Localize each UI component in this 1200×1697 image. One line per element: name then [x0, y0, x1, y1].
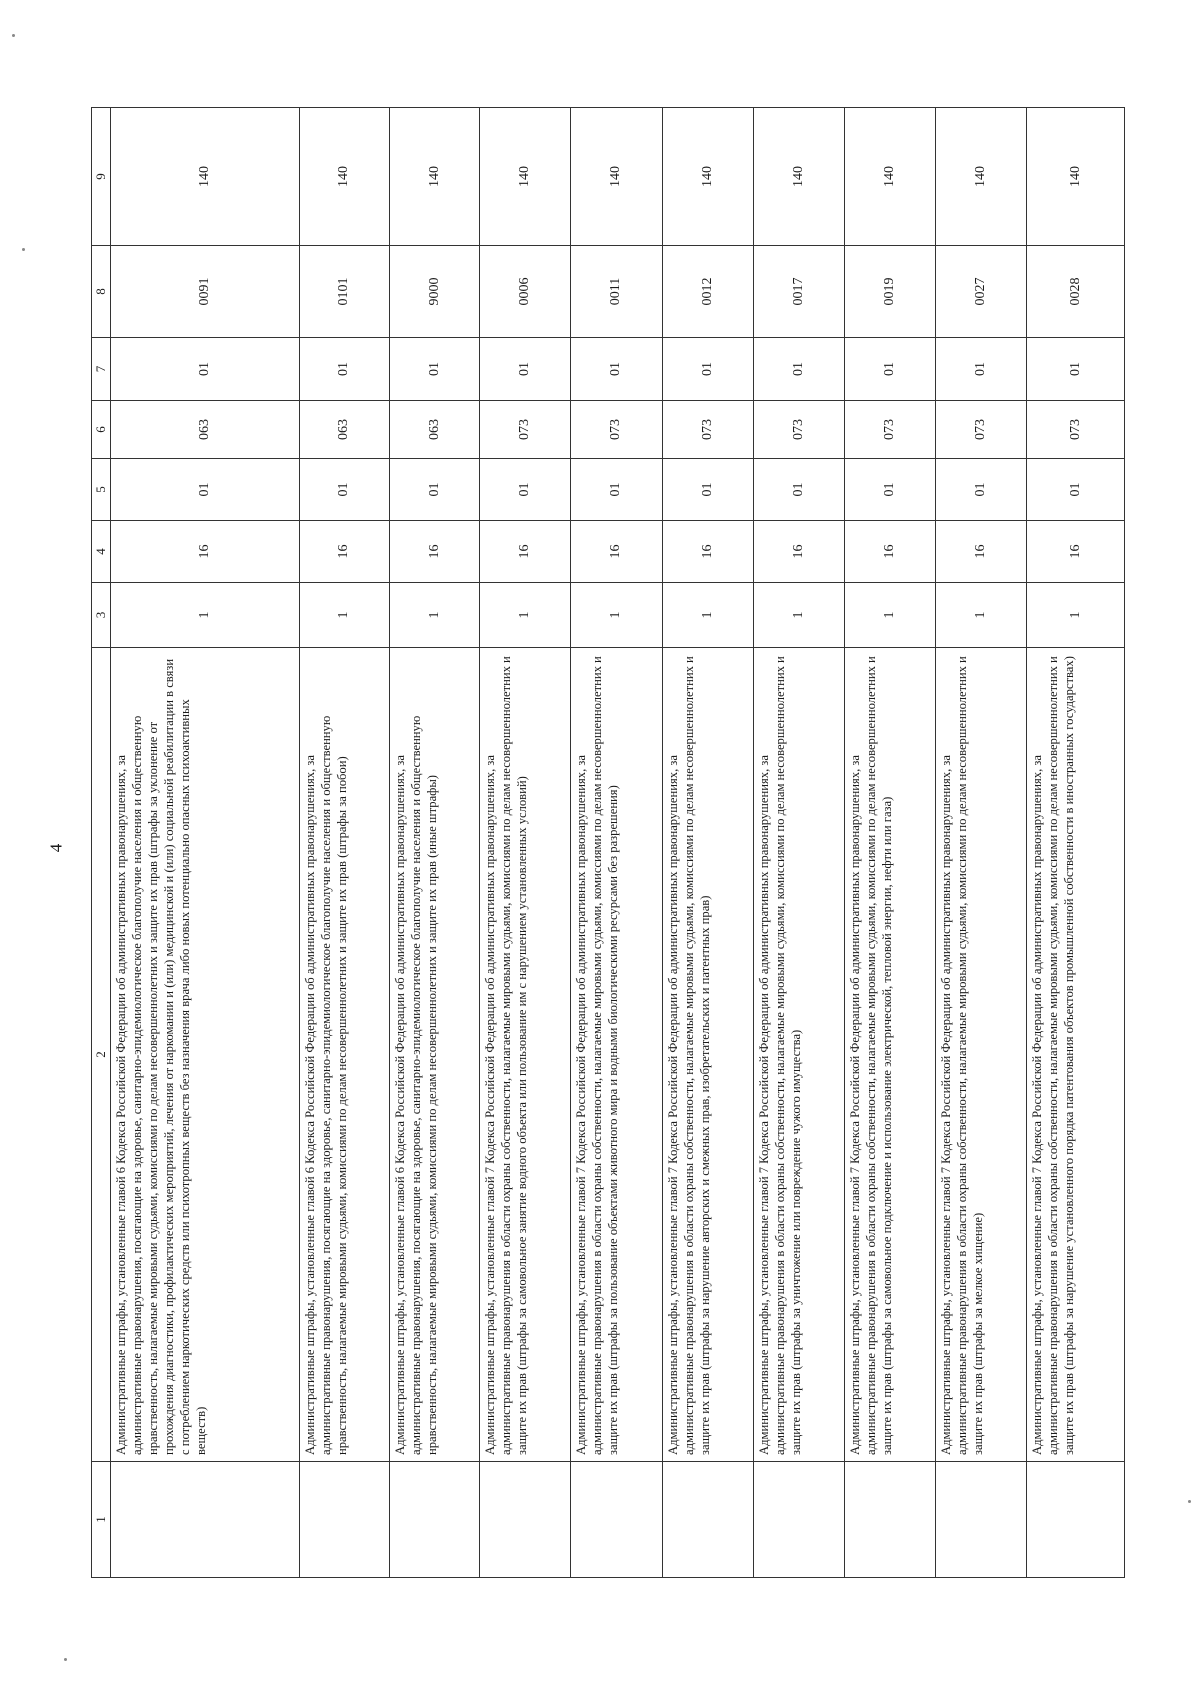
code-cell: 01 — [480, 459, 571, 521]
code-cell: 140 — [299, 108, 389, 246]
code-cell: 01 — [936, 459, 1027, 521]
code-cell: 1 — [299, 583, 389, 648]
code-cell: 01 — [662, 338, 753, 401]
table-row — [844, 108, 935, 1578]
code-cell: 16 — [662, 521, 753, 583]
table-row — [111, 108, 300, 1578]
code-cell: 01 — [662, 459, 753, 521]
code-cell: 1 — [936, 583, 1027, 648]
code-cell: 140 — [571, 108, 662, 246]
page-number: 4 — [46, 843, 66, 853]
code-cell: 140 — [111, 108, 300, 246]
code-cell: 16 — [389, 521, 479, 583]
table-row — [1027, 108, 1125, 1578]
code-cell: 01 — [1027, 459, 1125, 521]
scan-speck — [64, 1658, 67, 1661]
code-cell: 01 — [111, 338, 300, 401]
code-cell: 0017 — [753, 246, 844, 338]
row-blank-cell — [111, 1462, 300, 1578]
code-cell: 01 — [111, 459, 300, 521]
code-cell: 140 — [1027, 108, 1125, 246]
column-number-header: 2 — [92, 648, 111, 1462]
code-cell: 073 — [753, 401, 844, 459]
code-cell: 16 — [844, 521, 935, 583]
table-row — [389, 108, 479, 1578]
code-cell: 01 — [389, 459, 479, 521]
code-cell: 01 — [480, 338, 571, 401]
code-cell: 073 — [571, 401, 662, 459]
code-cell: 0091 — [111, 246, 300, 338]
code-cell: 140 — [480, 108, 571, 246]
code-cell: 1 — [480, 583, 571, 648]
code-cell: 073 — [1027, 401, 1125, 459]
row-blank-cell — [753, 1462, 844, 1578]
table-header-row — [92, 108, 111, 1578]
code-cell: 01 — [1027, 338, 1125, 401]
row-blank-cell — [936, 1462, 1027, 1578]
column-number-header: 1 — [92, 1462, 111, 1578]
column-number-header: 7 — [92, 338, 111, 401]
fine-description: Административные штрафы, установленные главой 6 Кодекса Российской Федерации об административных правонарушениях, за административные правонарушения, посягающие на здоровье, санитарно-эпидемиологическое благополучие населения и общественную нравственность, налагаемые мировыми судьями, комиссиями по делам несовершеннолетних и защите их прав (штрафы за уклонение от прохождения диагностики, профилактических мероприятий, лечения от наркомании и (или) медицинской и (или) социальной реабилитации в связи с потреблением наркотических средств или психотропных веществ без назначения врача либо новых потенциально опасных психоактивных веществ) — [111, 648, 300, 1462]
code-cell: 063 — [111, 401, 300, 459]
code-cell: 9000 — [389, 246, 479, 338]
fine-description: Административные штрафы, установленные главой 7 Кодекса Российской Федерации об административных правонарушениях, за административные правонарушения в области охраны собственности, налагаемые мировыми судьями, комиссиями по делам несовершеннолетних и защите их прав (штрафы за уничтожение или повреждение чужого имущества) — [753, 648, 844, 1462]
code-cell: 0101 — [299, 246, 389, 338]
scan-speck — [22, 248, 25, 251]
code-cell: 063 — [389, 401, 479, 459]
code-cell: 01 — [299, 338, 389, 401]
table-row — [662, 108, 753, 1578]
column-number-header: 4 — [92, 521, 111, 583]
table-row — [571, 108, 662, 1578]
table-row — [480, 108, 571, 1578]
code-cell: 0019 — [844, 246, 935, 338]
rotated-table-container — [91, 108, 1125, 1578]
code-cell: 01 — [299, 459, 389, 521]
column-number-header: 9 — [92, 108, 111, 246]
code-cell: 1 — [389, 583, 479, 648]
code-cell: 1 — [662, 583, 753, 648]
table-row — [936, 108, 1027, 1578]
code-cell: 073 — [480, 401, 571, 459]
table-row — [299, 108, 389, 1578]
fine-description: Административные штрафы, установленные главой 7 Кодекса Российской Федерации об административных правонарушениях, за административные правонарушения в области охраны собственности, налагаемые мировыми судьями, комиссиями по делам несовершеннолетних и защите их прав (штрафы за самовольное подключение и использование электрической, тепловой энергии, нефти или газа) — [844, 648, 935, 1462]
code-cell: 073 — [844, 401, 935, 459]
code-cell: 1 — [571, 583, 662, 648]
column-number-header: 3 — [92, 583, 111, 648]
code-cell: 073 — [662, 401, 753, 459]
code-cell: 063 — [299, 401, 389, 459]
column-number-header: 6 — [92, 401, 111, 459]
code-cell: 16 — [299, 521, 389, 583]
code-cell: 01 — [844, 459, 935, 521]
row-blank-cell — [480, 1462, 571, 1578]
code-cell: 16 — [936, 521, 1027, 583]
row-blank-cell — [844, 1462, 935, 1578]
code-cell: 16 — [111, 521, 300, 583]
code-cell: 01 — [389, 338, 479, 401]
code-cell: 0011 — [571, 246, 662, 338]
code-cell: 1 — [111, 583, 300, 648]
row-blank-cell — [389, 1462, 479, 1578]
code-cell: 01 — [844, 338, 935, 401]
code-cell: 0028 — [1027, 246, 1125, 338]
code-cell: 01 — [753, 338, 844, 401]
fine-description: Административные штрафы, установленные главой 7 Кодекса Российской Федерации об административных правонарушениях, за административные правонарушения в области охраны собственности, налагаемые мировыми судьями, комиссиями по делам несовершеннолетних и защите их прав (штрафы за самовольное занятие водного объекта или пользование им с нарушением установленных условий) — [480, 648, 571, 1462]
code-cell: 140 — [389, 108, 479, 246]
code-cell: 1 — [844, 583, 935, 648]
fine-description: Административные штрафы, установленные главой 7 Кодекса Российской Федерации об административных правонарушениях, за административные правонарушения в области охраны собственности, налагаемые мировыми судьями, комиссиями по делам несовершеннолетних и защите их прав (штрафы за нарушение авторских и смежных прав, изобретательских и патентных прав) — [662, 648, 753, 1462]
code-cell: 01 — [936, 338, 1027, 401]
code-cell: 16 — [753, 521, 844, 583]
code-cell: 01 — [571, 459, 662, 521]
code-cell: 0027 — [936, 246, 1027, 338]
fine-description: Административные штрафы, установленные главой 7 Кодекса Российской Федерации об административных правонарушениях, за административные правонарушения в области охраны собственности, налагаемые мировыми судьями, комиссиями по делам несовершеннолетних и защите их прав (штрафы за нарушение установленного порядка патентования объектов промышленной собственности в иностранных государствах) — [1027, 648, 1125, 1462]
code-cell: 1 — [1027, 583, 1125, 648]
code-cell: 140 — [753, 108, 844, 246]
code-cell: 16 — [1027, 521, 1125, 583]
fine-description: Административные штрафы, установленные главой 7 Кодекса Российской Федерации об административных правонарушениях, за административные правонарушения в области охраны собственности, налагаемые мировыми судьями, комиссиями по делам несовершеннолетних и защите их прав (штрафы за пользование объектами животного мира и водными биологическими ресурсами без разрешения) — [571, 648, 662, 1462]
fine-description: Административные штрафы, установленные главой 6 Кодекса Российской Федерации об административных правонарушениях, за административные правонарушения, посягающие на здоровье, санитарно-эпидемиологическое благополучие населения и общественную нравственность, налагаемые мировыми судьями, комиссиями по делам несовершеннолетних и защите их прав (штрафы за побои) — [299, 648, 389, 1462]
code-cell: 0012 — [662, 246, 753, 338]
table-row — [753, 108, 844, 1578]
row-blank-cell — [571, 1462, 662, 1578]
code-cell: 1 — [753, 583, 844, 648]
scan-speck — [1188, 1500, 1191, 1503]
budget-classification-table — [91, 107, 1125, 1578]
fine-description: Административные штрафы, установленные главой 7 Кодекса Российской Федерации об административных правонарушениях, за административные правонарушения в области охраны собственности, налагаемые мировыми судьями, комиссиями по делам несовершеннолетних и защите их прав (штрафы за мелкое хищение) — [936, 648, 1027, 1462]
row-blank-cell — [1027, 1462, 1125, 1578]
fine-description: Административные штрафы, установленные главой 6 Кодекса Российской Федерации об административных правонарушениях, за административные правонарушения, посягающие на здоровье, санитарно-эпидемиологическое благополучие населения и общественную нравственность, налагаемые мировыми судьями, комиссиями по делам несовершеннолетних и защите их прав (иные штрафы) — [389, 648, 479, 1462]
code-cell: 140 — [844, 108, 935, 246]
code-cell: 0006 — [480, 246, 571, 338]
code-cell: 140 — [662, 108, 753, 246]
row-blank-cell — [299, 1462, 389, 1578]
code-cell: 073 — [936, 401, 1027, 459]
column-number-header: 8 — [92, 246, 111, 338]
code-cell: 01 — [753, 459, 844, 521]
code-cell: 16 — [571, 521, 662, 583]
code-cell: 16 — [480, 521, 571, 583]
code-cell: 01 — [571, 338, 662, 401]
row-blank-cell — [662, 1462, 753, 1578]
column-number-header: 5 — [92, 459, 111, 521]
code-cell: 140 — [936, 108, 1027, 246]
scan-speck — [12, 34, 15, 37]
